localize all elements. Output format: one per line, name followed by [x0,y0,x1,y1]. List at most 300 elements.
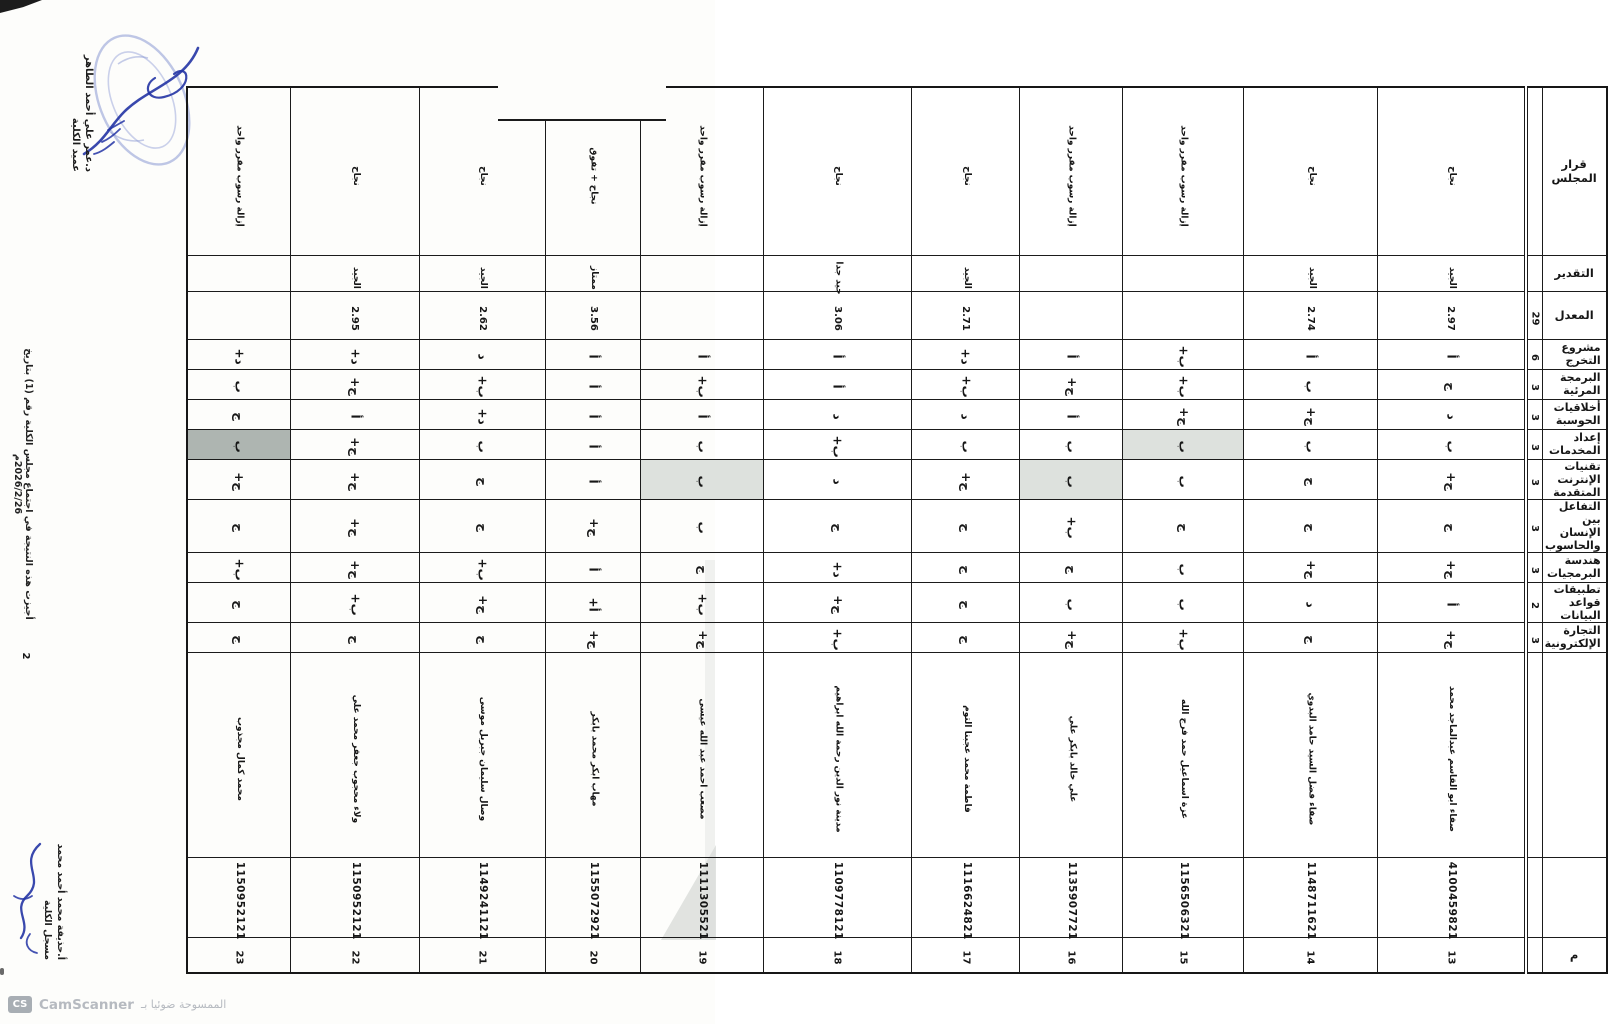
grade-mark-cell [545,459,641,499]
student-serial-text: 21 [476,950,488,965]
grade-cell [420,255,546,291]
decision-cell-text: إزالة رسوب مقرر واحد [1178,124,1189,227]
grade-mark-cell [1377,622,1525,652]
dean-name: د.عمر علي أحمد الطاهر [83,54,94,172]
student-serial [641,937,763,973]
gpa-cell-text: 2.74 [1304,305,1316,331]
grade-mark-cell-text: ج+ [1304,406,1319,426]
row-header: هندسة البرمجيات [1542,552,1606,582]
grade-mark-cell [911,622,1020,652]
credits-value: 6 [1529,353,1541,361]
grade-cell-text: الجيد [1306,266,1317,289]
grade-mark-cell-text: ب+ [475,375,490,398]
grade-cell [290,255,420,291]
grade-mark-cell [1020,429,1123,459]
grade-mark-cell-text: ب [475,440,490,453]
grade-mark-cell-text: أ [1064,414,1079,419]
grade-cell-text: ممتاز [588,265,599,290]
grade-mark-cell [187,369,290,399]
row-header: مشروع التخرج [1542,339,1606,369]
grade-mark-cell-text: ج [1304,634,1318,644]
grade-mark-cell [1122,339,1243,369]
grade-mark-cell [1020,499,1123,552]
grade-mark-cell-text: ج+ [1444,471,1459,491]
grade-mark-cell-text: ج+ [830,594,845,614]
grade-mark-cell [545,499,641,552]
student-name [1020,652,1123,857]
dean-title: عميد الكلية [70,117,81,172]
grade-mark-cell [641,399,763,429]
gpa-cell [1020,291,1123,339]
decision-cell-text: نجاح + تفوق [588,147,599,205]
gpa-cell [187,291,290,339]
grade-mark-cell-text: ج+ [348,559,363,579]
grade-mark-cell-text: أ+ [586,597,601,612]
grade-mark-cell [911,459,1020,499]
grade-cell [545,255,641,291]
grade-mark-cell-text: ب+ [1176,345,1191,368]
decision-cell [911,87,1020,255]
grade-mark-cell-text: ب [1064,598,1079,611]
grade-mark-cell-text: ج [959,634,974,644]
student-serial [911,937,1020,973]
grade-mark-cell-text: ب [232,380,247,393]
grade-mark-cell [420,582,546,622]
student-serial [1122,937,1243,973]
decision-cell [1377,87,1525,255]
grade-cell-text: جيد جدا [833,260,844,295]
grade-mark-cell [290,459,420,499]
grade-mark-cell-text: د+ [348,347,363,365]
credits-cell [1526,369,1542,399]
grade-mark-cell-text: ب [1176,475,1191,488]
grade-mark-cell [545,622,641,652]
grade-mark-cell [911,339,1020,369]
grade-mark-cell-text: ب [1304,380,1318,393]
student-id [1377,857,1525,940]
credits-cell [1526,499,1542,552]
grade-cell-text: الجيد [961,266,972,289]
decision-cell [187,87,290,255]
grade-mark-cell-text: ب [1176,440,1191,453]
grade-mark-cell-text: ب+ [695,593,710,616]
grade-mark-cell [1244,339,1378,369]
grade-mark-cell [187,339,290,369]
row-header: البرمجة المرئية [1542,369,1606,399]
row-header: قرار المجلس [1542,87,1606,255]
grade-mark-cell-text: ب+ [475,558,490,581]
grade-mark-cell-text: ج [1444,381,1459,391]
credits-value: 2 [1529,601,1541,609]
camscanner-arabic: الممسوحة ضوئيا بـ [140,998,227,1011]
grade-mark-cell [641,552,763,582]
grade-mark-cell [290,622,420,652]
student-serial-text: 14 [1304,950,1316,965]
grade-mark-cell [911,582,1020,622]
student-id [1122,857,1243,940]
grade-mark-cell [545,369,641,399]
student-name-text: مدينة نور الدين رحمة الله ابراهيم [833,685,844,833]
grade-mark-cell [763,552,911,582]
grade-mark-cell [641,459,763,499]
decision-cell [1244,87,1378,255]
grade-mark-cell-text: ج+ [586,518,601,537]
grade-mark-cell [641,339,763,369]
grade-mark-cell-text: ب [1304,440,1318,453]
grade-mark-cell-text: أ [830,354,845,359]
grade-mark-cell [763,369,911,399]
grade-mark-cell [1244,552,1378,582]
grade-mark-cell-text: د [475,353,490,360]
student-serial-text: 13 [1445,950,1457,965]
row-header [1542,857,1606,937]
row-header: تطبيقات قواعد البيانات [1542,582,1606,622]
grade-mark-cell-text: ب [1176,563,1191,576]
student-name-text: وصال سليمان جبريل موسى [478,696,489,822]
grade-mark-cell [1244,499,1378,552]
grade-mark-cell [911,399,1020,429]
grade-mark-cell [641,429,763,459]
grade-mark-cell [545,429,641,459]
grade-mark-cell-text: ج [232,634,247,644]
credits-cell [1526,857,1542,937]
student-serial-text: 18 [831,950,843,965]
grade-mark-cell-text: ج+ [1064,376,1079,396]
student-serial-text: 23 [233,950,245,965]
grade-mark-cell-text: ج [475,476,490,486]
grade-mark-cell-text: ج+ [695,629,710,649]
registrar-title: مسجل الكلية [42,899,53,960]
grade-mark-cell-text: ج+ [475,594,490,614]
student-id-text: 4100459821 [1445,861,1458,940]
grade-cell [763,255,911,295]
student-name-text: محمد كمال مجذوب [234,716,245,801]
student-name [641,652,763,857]
gpa-cell [420,291,546,339]
credits-value: 3 [1529,383,1541,391]
gpa-cell [1377,291,1525,339]
student-id-text: 1109778121 [831,861,844,940]
grade-mark-cell-text: ج [695,564,710,574]
credits-value: 29 [1529,311,1541,325]
grade-cell [1020,255,1123,291]
decision-cell-text: نجاح [833,165,844,186]
grade-mark-cell [1020,459,1123,499]
grade-cell-text: الجيد [478,266,489,289]
grade-mark-cell [1244,399,1378,429]
grade-mark-cell [545,339,641,369]
grade-mark-cell [1377,339,1525,369]
credits-cell [1526,399,1542,429]
grade-mark-cell-text: أ [1064,354,1079,359]
grade-mark-cell [1377,369,1525,399]
student-id [420,857,546,940]
grade-mark-cell [911,369,1020,399]
grade-mark-cell [420,339,546,369]
student-id [290,857,420,940]
grade-mark-cell-text: أ [348,414,363,419]
grade-mark-cell [545,552,641,582]
student-name-text: صفاء فضل السيد حامد البدوي [1306,692,1317,826]
credits-cell [1526,582,1542,622]
decision-cell-text: نجاح [961,165,972,186]
credits-value: 3 [1529,525,1541,532]
camscanner-watermark [8,996,226,1013]
decision-cell [1122,87,1243,255]
grade-mark-cell [420,552,546,582]
row-header: إعداد المخدمات [1542,429,1606,459]
student-serial-text: 22 [349,950,361,965]
grade-mark-cell-text: د [959,413,974,420]
grade-mark-cell [1020,399,1123,429]
credits-value: 3 [1529,443,1541,451]
student-name [187,652,290,857]
grade-mark-cell [763,499,911,552]
gpa-cell-text: 2.62 [476,305,488,331]
grade-mark-cell [290,552,420,582]
grade-mark-cell [1020,369,1123,399]
student-name [763,652,911,857]
student-id [911,857,1020,940]
grade-mark-cell-text: أ [586,567,601,572]
row-header: التجارة الإلكترونية [1542,622,1606,652]
decision-cell [1020,87,1123,255]
student-serial-text: 20 [587,950,599,965]
grade-mark-cell-text: ب+ [959,375,974,398]
grade-mark-cell [641,622,763,652]
gpa-cell [911,291,1020,339]
grade-mark-cell-text: أ [695,414,710,419]
grade-mark-cell [1020,339,1123,369]
decision-cell-text: نجاح [1446,165,1457,186]
grade-mark-cell [1122,582,1243,622]
grade-mark-cell [1244,622,1378,652]
student-name-text: علي خالد بابكر علي [1067,715,1078,803]
credits-cell [1526,291,1542,339]
student-name [545,652,641,857]
grade-mark-cell [1122,499,1243,552]
student-name-text: صفاء ابو القاسم عبدالماجد محمد [1446,685,1457,832]
credits-cell [1526,429,1542,459]
grade-cell [187,255,290,291]
grade-mark-cell [290,339,420,369]
credits-cell [1526,937,1542,973]
grade-mark-cell-text: ج [830,523,845,532]
credits-cell [1526,339,1542,369]
student-serial [1377,937,1525,973]
scan-edge-artifact [0,0,42,13]
grade-mark-cell [911,499,1020,552]
grade-cell [1122,255,1243,291]
grade-mark-cell-text: ب+ [695,375,710,398]
grade-mark-cell [187,429,290,459]
grade-mark-cell-text: ج [1304,476,1318,486]
student-id [1244,857,1378,940]
grade-mark-cell [545,399,641,429]
grade-mark-cell-text: ج [1304,523,1318,532]
row-header: التقدير [1542,255,1606,291]
grade-mark-cell [763,622,911,652]
gpa-cell-text: 2.97 [1445,305,1457,331]
gpa-cell [1122,291,1243,339]
gpa-cell [290,291,420,339]
student-id [545,857,641,940]
student-serial [1244,937,1378,973]
grade-mark-cell-text: ب+ [1176,375,1191,398]
student-name-text: مهاب ابكر محمد بابكر [588,711,599,807]
credits-cell [1526,87,1542,255]
grade-mark-cell [187,499,290,552]
grade-cell [641,255,763,291]
grade-mark-cell-text: أ [830,384,845,389]
grade-mark-cell-text: أ [586,444,601,449]
student-name-text: فاطمة محمد عجبنا التوم [961,705,972,813]
grade-mark-cell-text: أ [586,479,601,484]
grade-mark-cell [641,582,763,622]
grade-mark-cell-text: ج [1064,564,1079,574]
gpa-cell [545,291,641,339]
grade-mark-cell [187,459,290,499]
student-name [1122,652,1243,857]
grade-mark-cell-text: ج+ [348,518,363,537]
credits-value: 3 [1529,566,1541,574]
row-header: أخلاقيات الحوسبة [1542,399,1606,429]
grade-mark-cell [1244,459,1378,499]
grade-mark-cell-text: ج+ [586,629,601,649]
grade-mark-cell-text: ب [695,521,710,534]
grade-mark-cell-text: ج [475,523,490,532]
grade-mark-cell-text: ج [1444,523,1459,532]
grade-mark-cell-text: أ [586,354,601,359]
decision-cell-text: نجاح [478,165,489,186]
grade-mark-cell-text: أ [695,354,710,359]
grade-mark-cell [1122,369,1243,399]
grade-mark-cell-text: ب [232,440,247,453]
approval-note: أجيزت هذه النتيجة في اجتماع مجلس الكلية رقم (1) بتاريخ 2026/2/26م [12,348,34,620]
grade-mark-cell-text: أ [586,414,601,419]
grade-mark-cell [187,399,290,429]
grade-mark-cell [290,399,420,429]
grade-mark-cell [1244,582,1378,622]
grade-mark-cell [187,582,290,622]
grade-mark-cell [1122,622,1243,652]
results-table [186,86,1608,974]
student-id [1020,857,1123,940]
gpa-cell-text: 2.95 [349,305,361,331]
grade-mark-cell-text: أ [1444,602,1459,607]
grade-mark-cell-text: د [1444,413,1459,420]
student-name-text: عزة اسماعيل حمد فرج الله [1178,698,1189,819]
student-name [420,652,546,857]
decision-cell-text: إزالة رسوب مقرر واحد [234,124,245,227]
grade-mark-cell-text: ب [695,440,710,453]
student-id-text: 1155072921 [587,861,600,940]
grade-mark-cell-text: ب+ [1176,628,1191,651]
student-id [641,857,763,940]
grade-mark-cell [1377,582,1525,622]
student-id [763,857,911,940]
gpa-cell-text: 2.71 [960,305,972,331]
grade-mark-cell-text: د+ [475,407,490,425]
row-header: التفاعل بين الإنسان والحاسوب [1542,499,1606,552]
grade-mark-cell [1377,552,1525,582]
grade-mark-cell [420,459,546,499]
grade-mark-cell-text: ج+ [1444,629,1459,649]
grade-mark-cell [763,339,911,369]
gpa-cell [641,291,763,339]
grade-mark-cell [290,429,420,459]
decision-cell-text: إزالة رسوب مقرر واحد [697,124,708,227]
grade-mark-cell [187,622,290,652]
grade-mark-cell [763,459,911,499]
grade-mark-cell-text: ج [232,523,247,532]
grade-cell-text: الجيد [350,266,361,289]
student-id-text: 1150952121 [233,861,246,940]
student-name-text: مصعب احمد عبد الله عيسى [697,698,708,820]
grade-mark-cell-text: ج+ [1444,559,1459,579]
decision-cell [763,87,911,255]
grade-mark-cell-text: ب [1064,440,1079,453]
grade-mark-cell [763,429,911,459]
grade-mark-cell-text: ج+ [1064,629,1079,649]
student-id-text: 1150952121 [349,861,362,940]
grade-cell [1377,255,1525,291]
page-number: 2 [20,652,31,660]
grade-mark-cell-text: ب+ [1064,516,1079,539]
row-header: م [1542,937,1606,973]
grade-mark-cell [1020,582,1123,622]
grade-mark-cell [290,369,420,399]
grade-mark-cell [1377,429,1525,459]
grade-cell-text: الجيد [1446,266,1457,289]
grade-mark-cell-text: ج+ [1176,406,1191,426]
student-id-text: 1116624821 [960,861,973,940]
grade-mark-cell-text: ج [348,634,363,644]
student-id-text: 1111305521 [696,861,709,940]
student-id-text: 1156506321 [1177,861,1190,940]
grade-mark-cell [1020,622,1123,652]
grade-mark-cell-text: د+ [232,347,247,365]
grade-mark-cell [1377,399,1525,429]
grade-cell [1244,255,1378,291]
grade-mark-cell-text: ج+ [232,471,247,491]
student-name [1244,652,1378,857]
decision-cell-text: نجاح [350,165,361,186]
grade-mark-cell [420,622,546,652]
grade-mark-cell [763,582,911,622]
grade-mark-cell-text: ج [1176,523,1191,532]
grade-mark-cell-text: ج [232,599,247,609]
student-serial [1020,937,1123,973]
student-serial [420,937,546,973]
grade-mark-cell [763,399,911,429]
grade-mark-cell-text: ج+ [348,436,363,456]
grade-mark-cell-text: ج+ [1304,559,1319,579]
grade-mark-cell [1244,369,1378,399]
row-header: تقنيات الإنترنت المتقدمة [1542,459,1606,499]
gpa-cell-text: 3.06 [831,305,843,331]
student-serial-text: 17 [960,950,972,965]
grade-mark-cell-text: أ [1304,354,1318,359]
grade-mark-cell [545,582,641,622]
grade-mark-cell-text: د+ [830,560,845,578]
student-name [911,652,1020,857]
student-id-text: 1148711621 [1305,861,1318,940]
gpa-cell [1244,291,1378,339]
grade-mark-cell [420,499,546,552]
grade-mark-cell-text: د [830,413,845,420]
grade-mark-cell [1377,459,1525,499]
